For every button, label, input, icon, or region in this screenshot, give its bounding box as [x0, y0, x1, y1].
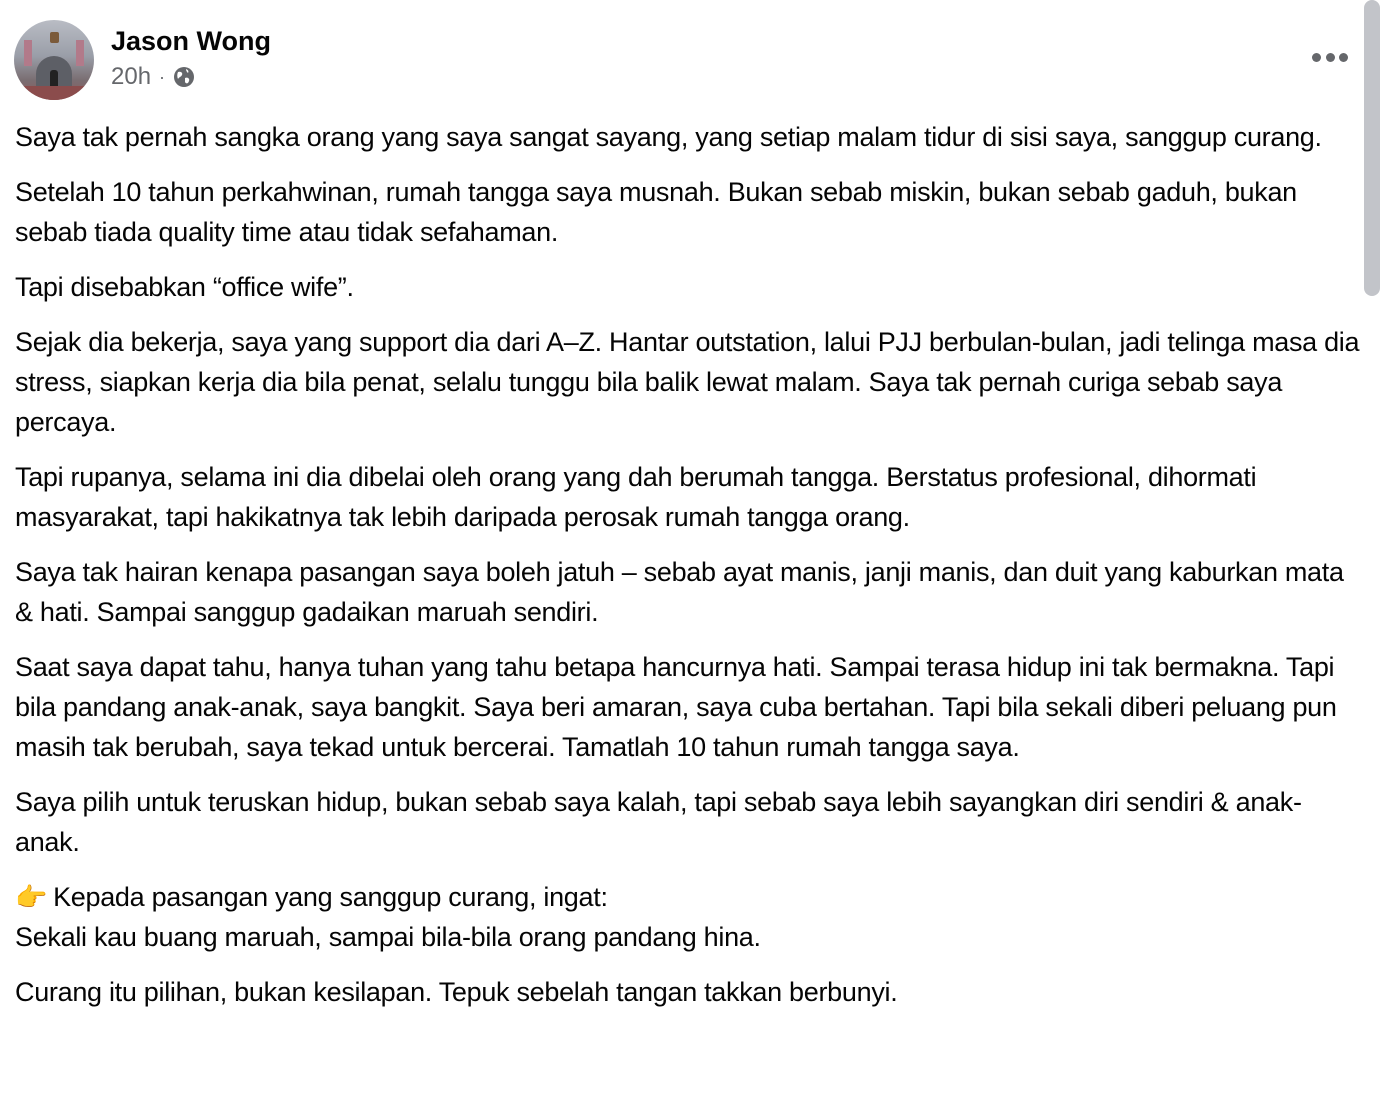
post-paragraph: Saya tak pernah sangka orang yang saya sangat sayang, yang setiap malam tidur di sisi saya, sanggup curang.: [15, 122, 1322, 152]
warning-line: Kepada pasangan yang sanggup curang, ingat:: [53, 882, 608, 912]
more-options-button[interactable]: [1312, 48, 1348, 66]
post-body: [15, 117, 1360, 1027]
post-subline: [111, 62, 271, 92]
author-name[interactable]: Jason Wong: [111, 26, 272, 56]
post-paragraph-warning: [15, 877, 1360, 957]
avatar-detail: [14, 86, 94, 100]
post-paragraph: Tapi rupanya, selama ini dia dibelai oleh orang yang dah berumah tangga. Berstatus profesional, dihormati masyarakat, tapi hakikatnya tak lebih daripada perosak rumah tangga orang.: [15, 462, 1257, 532]
post-header: [14, 20, 271, 104]
avatar[interactable]: [14, 20, 94, 100]
scrollbar[interactable]: [1364, 0, 1380, 296]
avatar-detail: [24, 40, 32, 66]
more-options-icon: [1326, 53, 1335, 62]
post-paragraph: Saya tak hairan kenapa pasangan saya boleh jatuh – sebab ayat manis, janji manis, dan duit yang kaburkan mata & hati. Sampai sanggup gadaikan maruah sendiri.: [15, 557, 1344, 627]
separator: ·: [159, 67, 166, 87]
post-paragraph: Saat saya dapat tahu, hanya tuhan yang tahu betapa hancurnya hati. Sampai terasa hidup ini tak bermakna. Tapi bila pandang anak-anak, saya bangkit. Saya beri amaran, saya cuba bertahan. Tapi bila sekali diberi peluang pun masih tak berubah, saya tekad untuk bercerai. Tamatlah 10 tahun rumah tangga saya.: [15, 652, 1337, 762]
post-paragraph: Saya pilih untuk teruskan hidup, bukan sebab saya kalah, tapi sebab saya lebih sayangkan diri sendiri & anak-anak.: [15, 787, 1302, 857]
post-paragraph: Tapi disebabkan “office wife”.: [15, 272, 354, 302]
pointing-hand-icon: 👉: [15, 882, 48, 912]
avatar-detail: [50, 32, 59, 43]
more-options-icon: [1312, 53, 1321, 62]
warning-line-2: Sekali kau buang maruah, sampai bila-bila orang pandang hina.: [15, 922, 761, 952]
post-paragraph: Curang itu pilihan, bukan kesilapan. Tepuk sebelah tangan takkan berbunyi.: [15, 977, 898, 1007]
post-meta: [111, 20, 271, 104]
globe-icon[interactable]: [173, 66, 195, 88]
more-options-icon: [1339, 53, 1348, 62]
post-paragraph: Sejak dia bekerja, saya yang support dia dari A–Z. Hantar outstation, lalui PJJ berbulan-bulan, jadi telinga masa dia stress, siapkan kerja dia bila penat, selalu tunggu bila balik lewat malam. Saya tak pernah curiga sebab saya percaya.: [15, 327, 1360, 437]
post-paragraph: Setelah 10 tahun perkahwinan, rumah tangga saya musnah. Bukan sebab miskin, bukan sebab gaduh, bukan sebab tiada quality time atau tidak sefahaman.: [15, 177, 1297, 247]
post-timestamp[interactable]: 20h: [111, 63, 152, 90]
avatar-detail: [76, 40, 84, 66]
